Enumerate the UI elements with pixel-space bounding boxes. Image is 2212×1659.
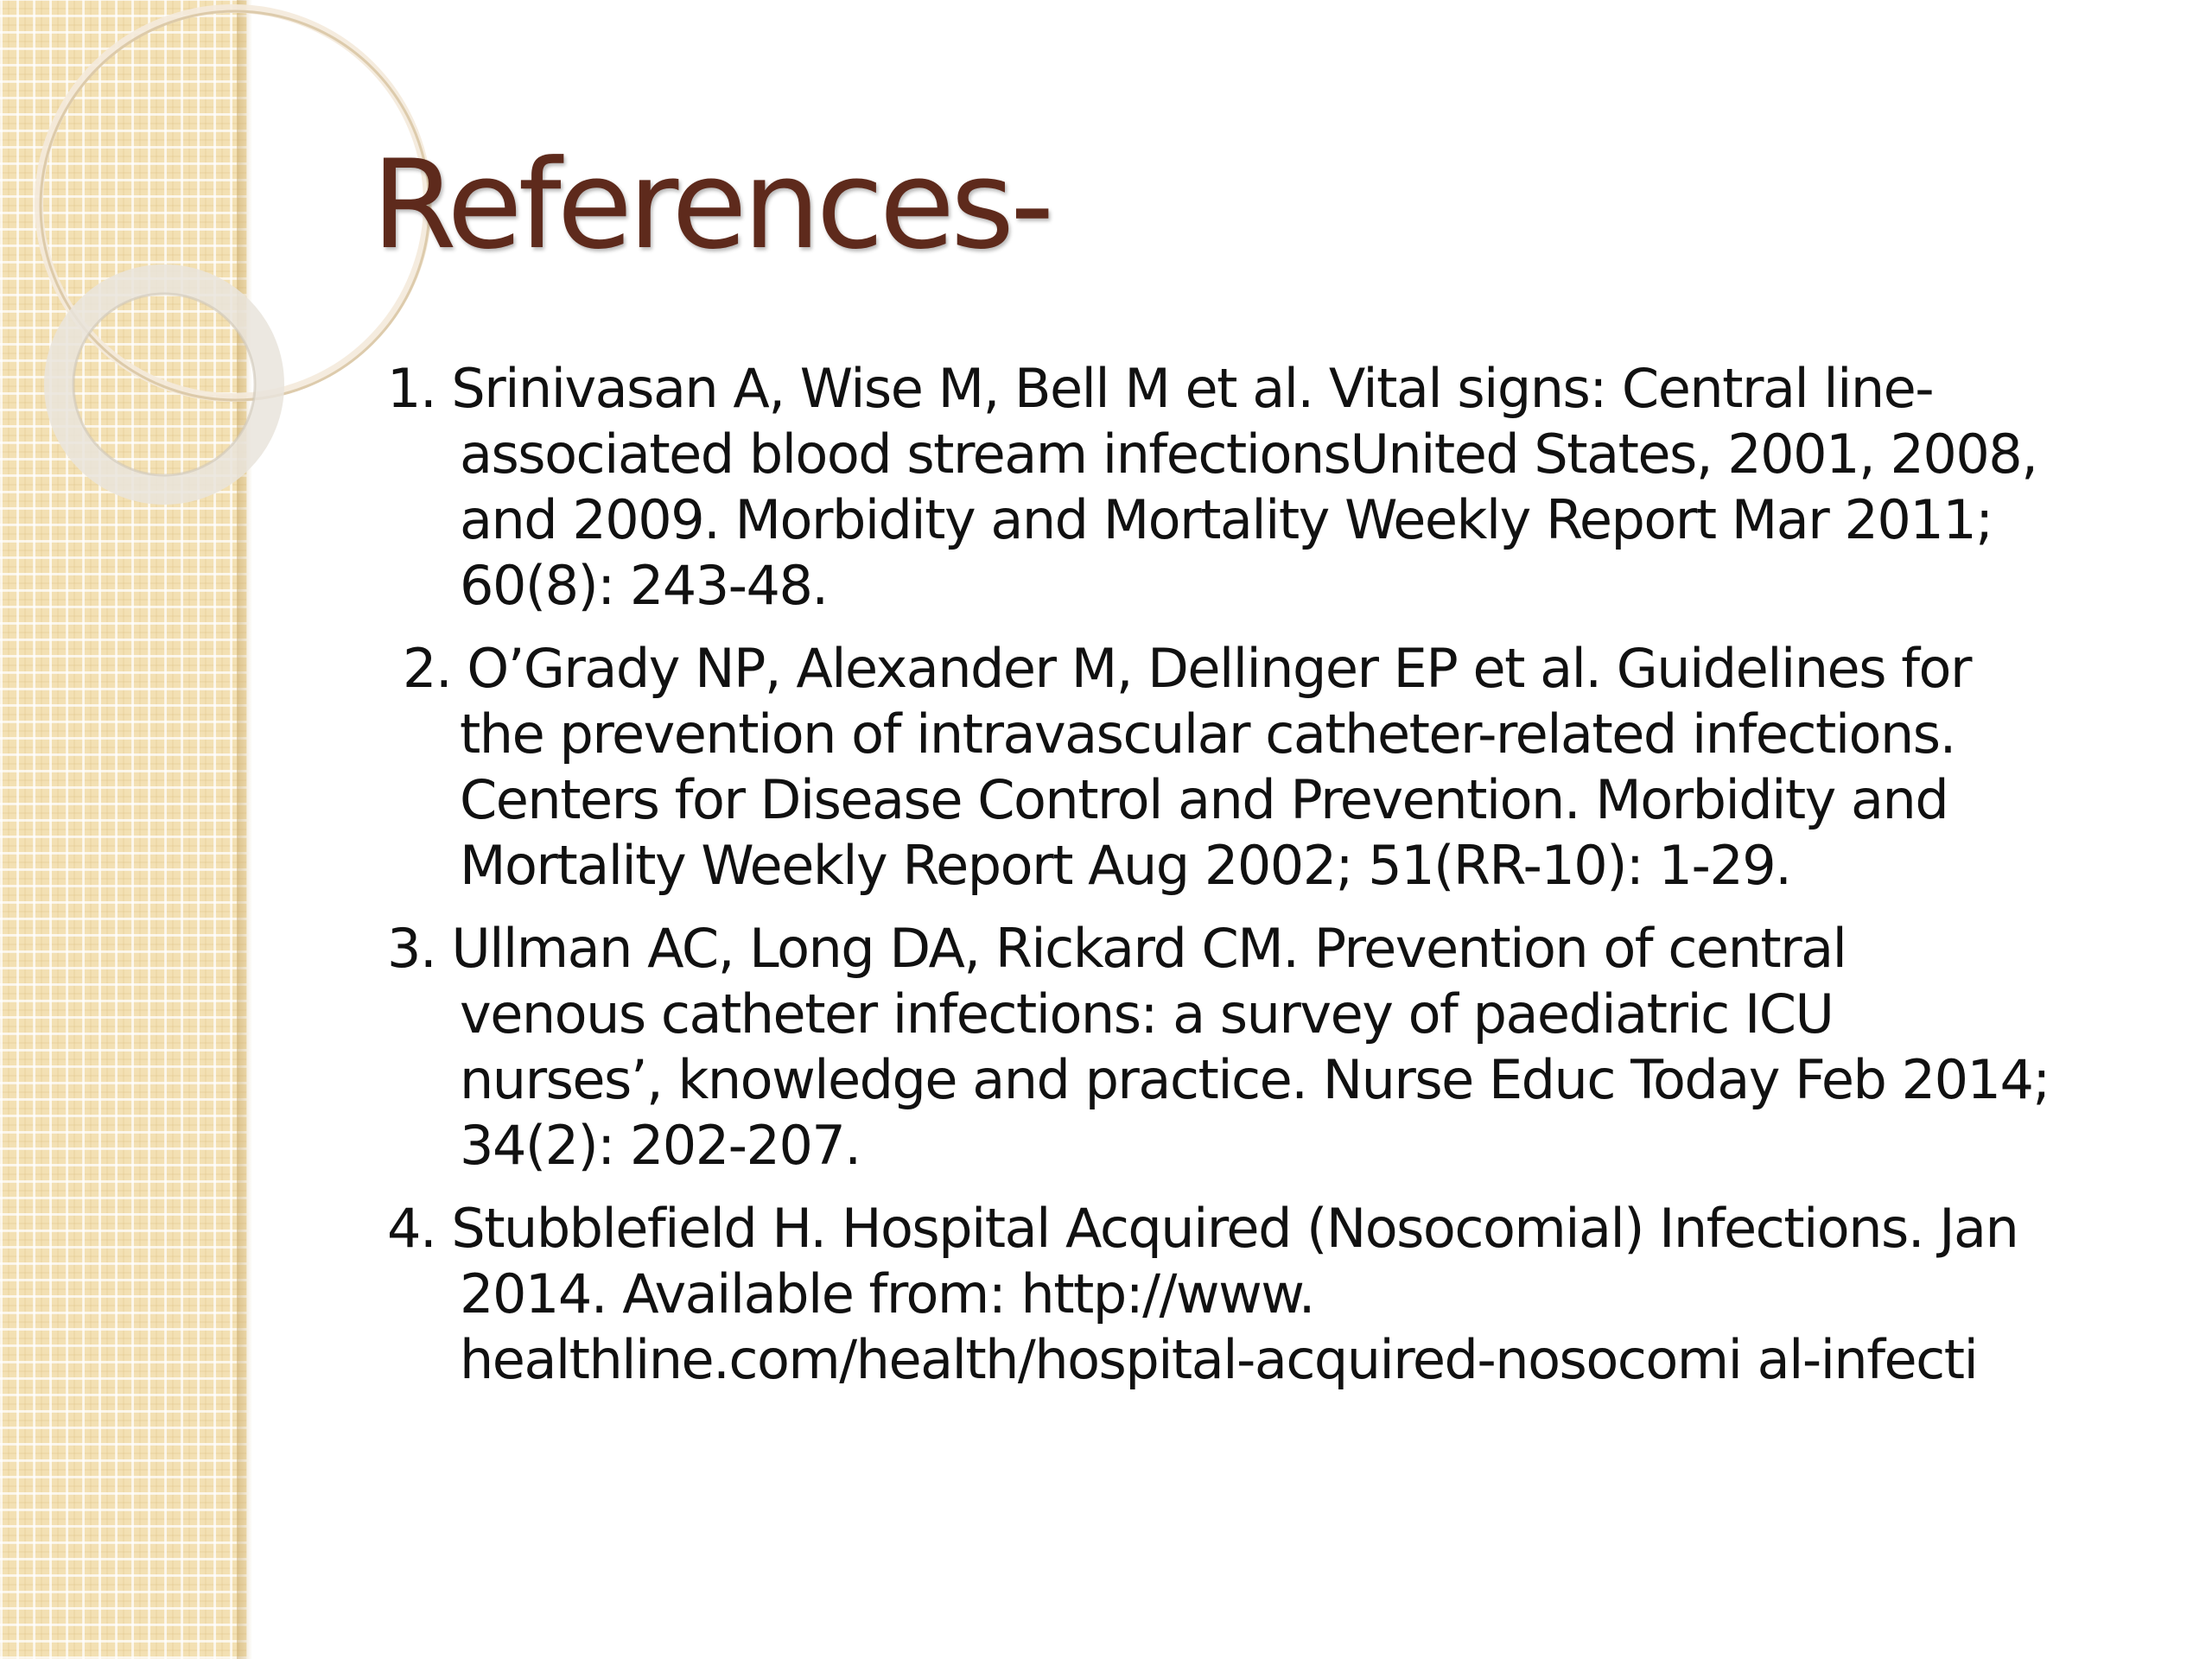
reference-line: the prevention of intravascular catheter-related infections.: [460, 702, 1955, 766]
reference-line: 4. Stubblefield H. Hospital Acquired (Nosocomial) Infections. Jan: [387, 1197, 2018, 1260]
reference-link-line: 2014. Available from: http://www.: [460, 1262, 1314, 1325]
reference-item-1: [387, 356, 2202, 619]
reference-line: associated blood stream infectionsUnited States, 2001, 2008,: [460, 423, 2037, 486]
reference-line: 3. Ullman AC, Long DA, Rickard CM. Prevention of central: [387, 917, 1847, 980]
slide-title: References-: [372, 134, 1051, 276]
reference-line: 60(8): 243-48.: [460, 554, 828, 617]
reference-item-3: [387, 916, 2202, 1179]
reference-line: and 2009. Morbidity and Mortality Weekly Report Mar 2011;: [460, 488, 1993, 551]
reference-line: Centers for Disease Control and Prevention. Morbidity and: [460, 768, 1948, 831]
reference-line: venous catheter infections: a survey of paediatric ICU: [460, 982, 1834, 1046]
reference-list: [387, 356, 2202, 1410]
reference-item-2: [387, 636, 2202, 899]
reference-item-4: [387, 1196, 2202, 1393]
reference-line: 34(2): 202-207.: [460, 1114, 861, 1177]
reference-line: nurses’, knowledge and practice. Nurse Educ Today Feb 2014;: [460, 1048, 2050, 1111]
reference-line: 2. O’Grady NP, Alexander M, Dellinger EP et al. Guidelines for: [403, 637, 1971, 700]
reference-line: Mortality Weekly Report Aug 2002; 51(RR-10): 1-29.: [460, 834, 1791, 897]
reference-line: 1. Srinivasan A, Wise M, Bell M et al. Vital signs: Central line-: [387, 357, 1934, 420]
reference-link-line: healthline.com/health/hospital-acquired-nosocomi al-infecti: [460, 1328, 1978, 1391]
